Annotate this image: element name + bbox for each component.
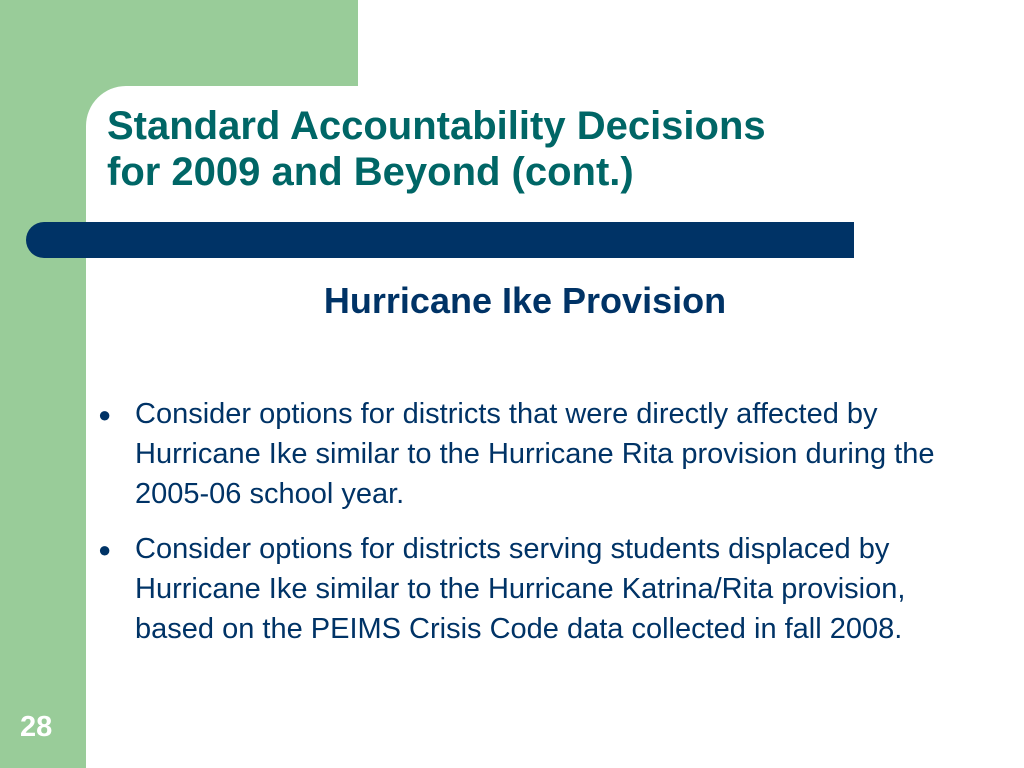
green-frame-left: [0, 0, 86, 768]
bullet-list: [98, 394, 978, 664]
bullet-item-directly-affected: [98, 394, 978, 514]
slide-title-line-2: for 2009 and Beyond (cont.): [107, 150, 634, 194]
slide-title-line-1: Standard Accountability Decisions: [107, 104, 766, 148]
bullet-dot-icon: ●: [98, 537, 112, 562]
bullet-text: Consider options for districts that were directly affected by Hurricane Ike similar to the Hurricane Rita provision during the 2005-06 school year.: [135, 398, 935, 510]
slide-page-number: 28: [20, 711, 53, 743]
slide-subtitle: Hurricane Ike Provision: [323, 280, 727, 321]
bullet-item-displaced-students: [98, 529, 978, 649]
bullet-text: Consider options for districts serving students displaced by Hurricane Ike similar to the Hurricane Katrina/Rita provision, based on the PEIMS Crisis Code data collected in fall 2008.: [135, 533, 906, 645]
bullet-dot-icon: ●: [98, 402, 112, 427]
slide-title: [107, 103, 927, 195]
title-divider-bar: [26, 222, 854, 258]
